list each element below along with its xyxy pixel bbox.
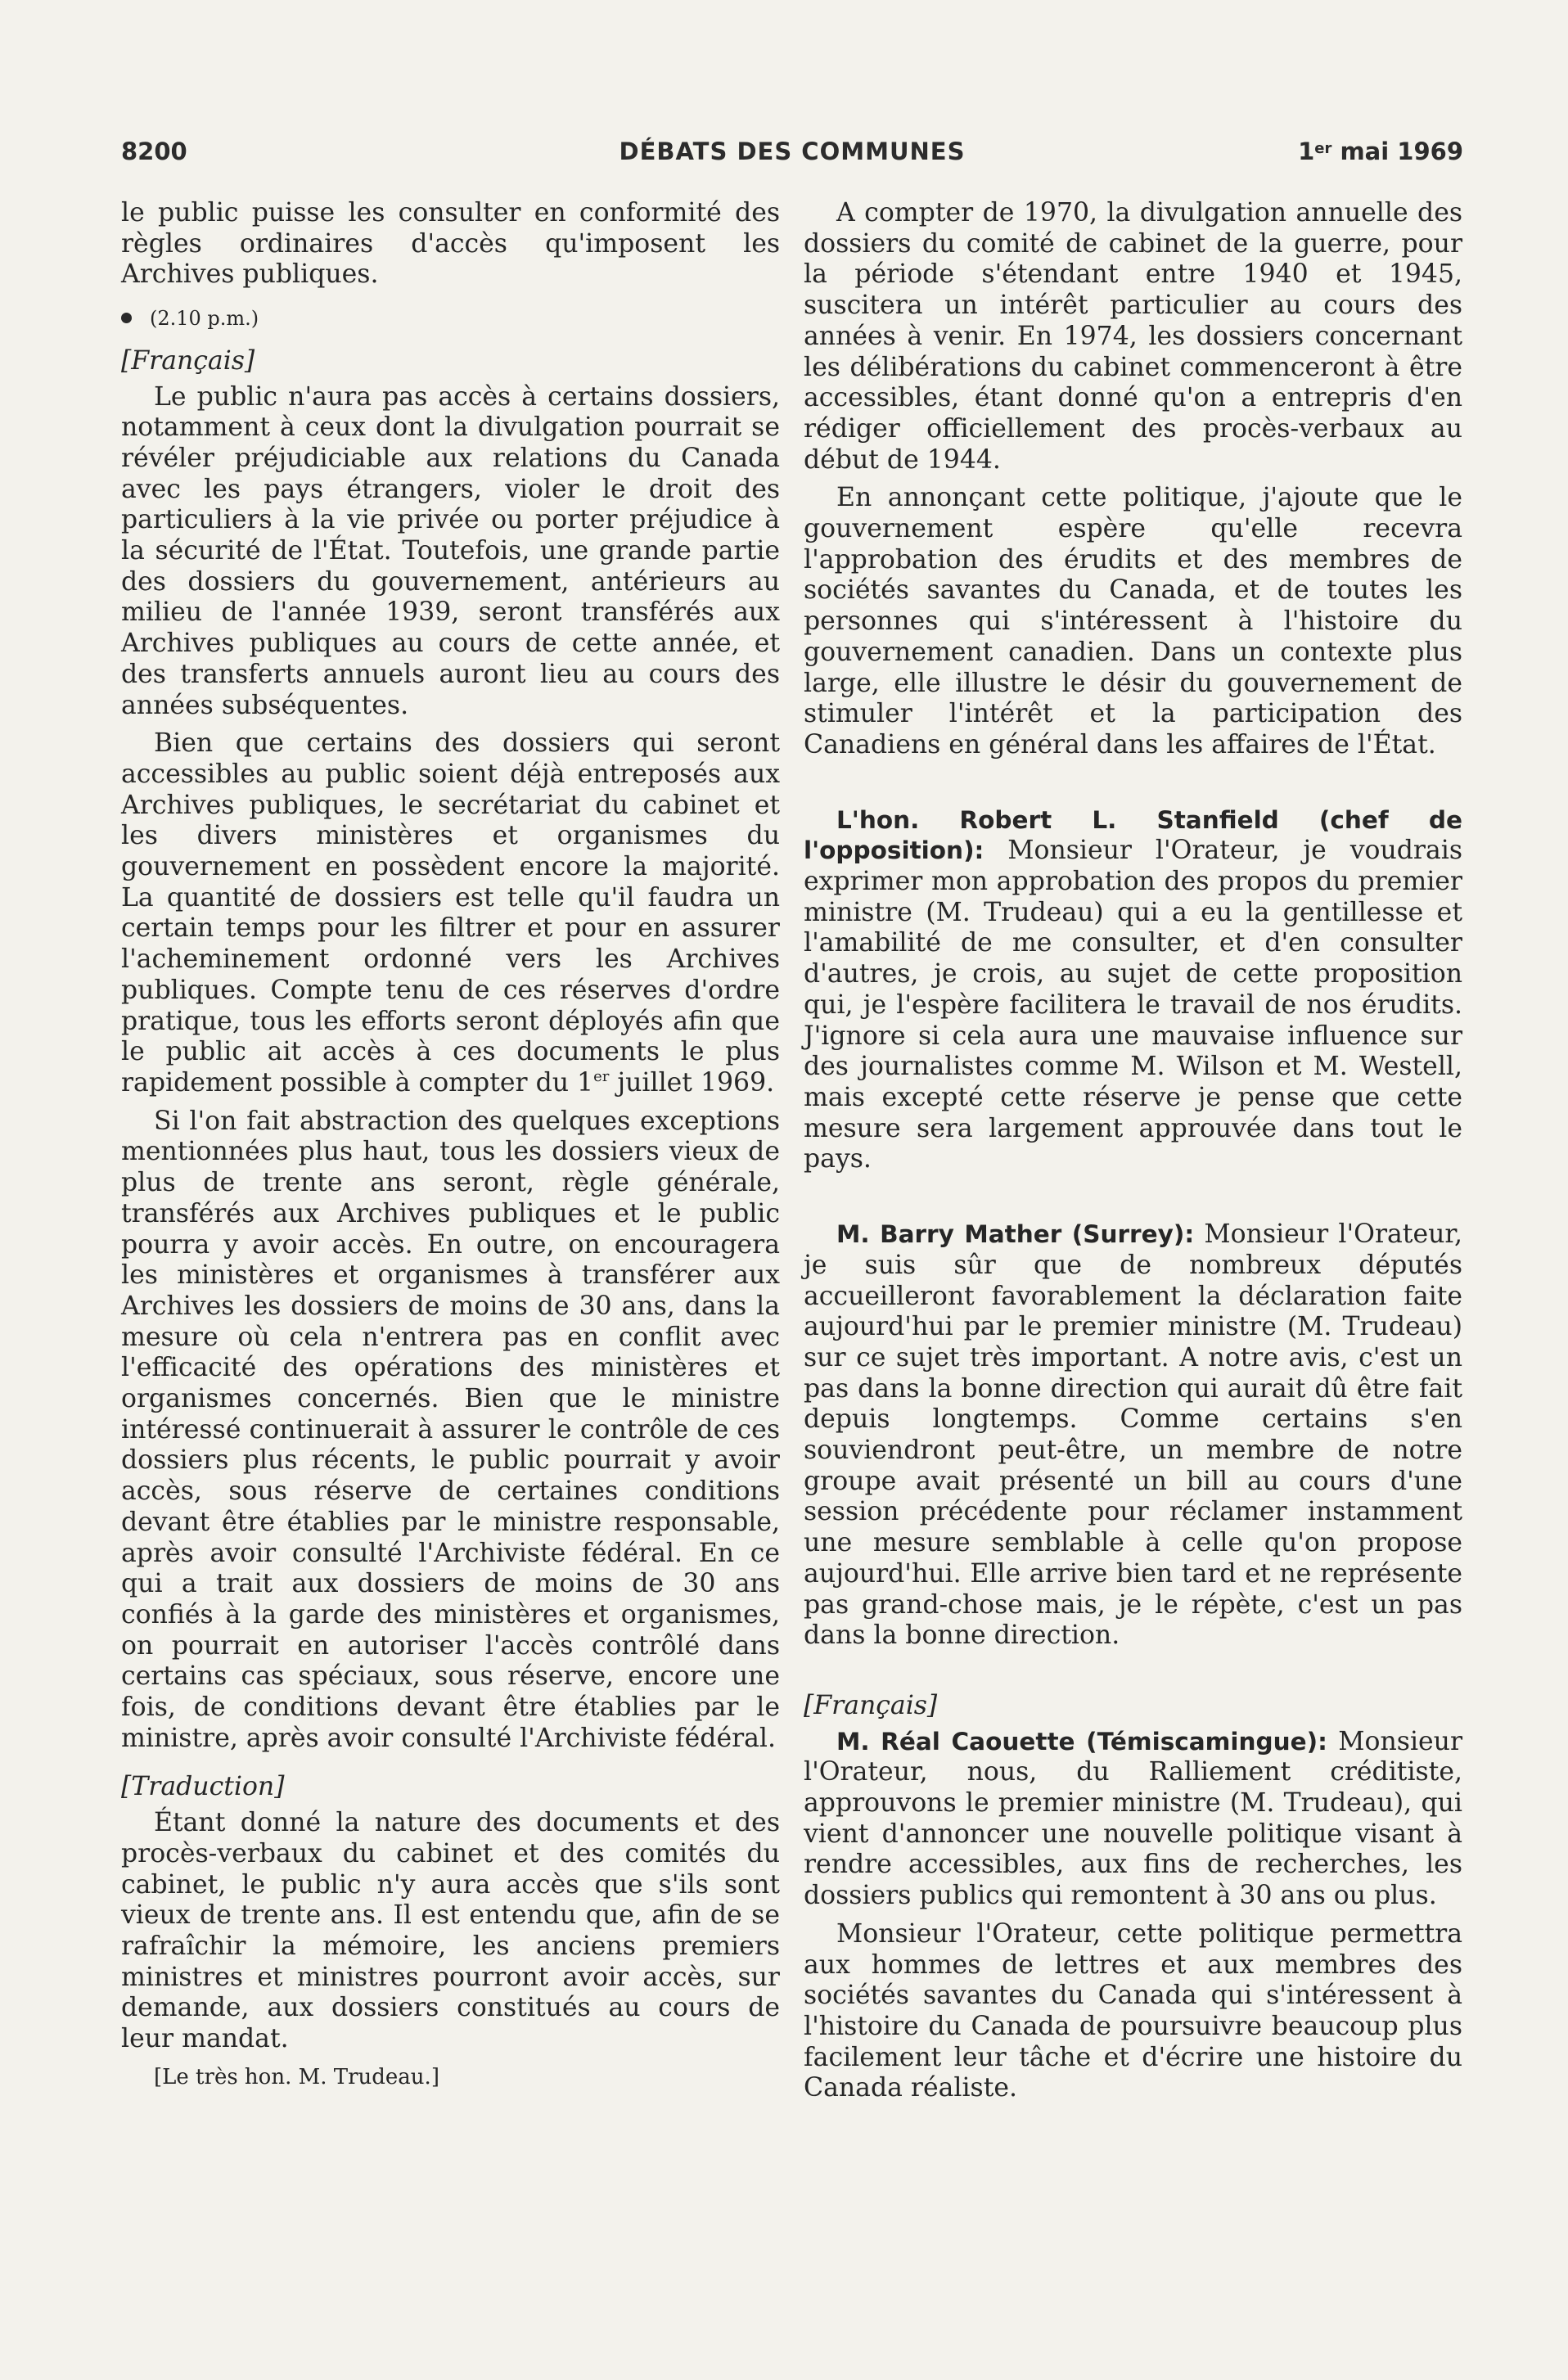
speech-text: Monsieur l'Orateur, je suis sûr que de nombreux députés accueilleront favorablement la déclaration faite aujourd'hui par le premier ministre (M. Trudeau) sur ce sujet très important. A notre avis, c'est un pas dans la bonne direction qui aurait dû être fait depuis longtemps. Comme certains s'en souviendront peut-être, un membre de notre groupe avait présenté un bill au cours d'une session précédente pour réclamer instamment une mesure semblable à celle qu'on propose aujourd'hui. Elle arrive bien tard et ne représente pas grand-chose mais, je le répète, c'est un pas dans la bonne direction. [804,1219,1463,1651]
speech-text: Monsieur l'Orateur, nous, du Ralliement créditiste, approuvons le premier ministre (M. Trudeau), qui vient d'annoncer une nouvelle politique visant à rendre accessibles, aux fins de recherches, les dossiers publics qui remontent à 30 ans ou plus. [804,1726,1462,1911]
time-stamp: (2.10 p.m.) [150,307,259,331]
paragraph: Si l'on fait abstraction des quelques exceptions mentionnées plus haut, tous les dossiers vieux de plus de trente ans seront, règle générale, transférés aux Archives publiques et le public pourra y avoir accès. En outre, on encouragera les ministères et organismes à transférer aux Archives les dossiers de moins de 30 ans, dans la mesure où cela n'entrera pas en conflit avec l'efficacité des opérations des ministères et organismes concernés. Bien que le ministre intéressé continuerait à assurer le contrôle de ces dossiers plus récents, le public pourrait y avoir accès, sous réserve de certaines conditions devant être établies par le ministre responsable, après avoir consulté l'Archiviste fédéral. En ce qui a trait aux dossiers de moins de 30 ans confiés à la garde des ministères et organismes, on pourrait en autoriser l'accès contrôlé dans certains cas spéciaux, sous réserve, encore une fois, de conditions devant être établies par le ministre, après avoir consulté l'Archiviste fédéral. [121,1106,780,1753]
publication-title: DÉBATS DES COMMUNES [619,137,966,165]
ordinal-suffix: er [593,1067,610,1085]
bullet-icon [121,313,132,323]
paragraph: En annonçant cette politique, j'ajoute que le gouvernement espère qu'elle recevra l'approbation des érudits et des membres de sociétés savantes du Canada, et de toutes les personnes qui s'intéressent à l'histoire du gouvernement canadien. Dans un contexte plus large, elle illustre le désir du gouvernement de stimuler l'intérêt et la participation des Canadiens en général dans les affaires de l'État. [804,483,1462,760]
paragraph [121,728,780,1098]
date-month-year: mai 1969 [1331,137,1463,165]
left-column [121,198,780,2100]
speaker-attribution: [Le très hon. M. Trudeau.] [154,2064,439,2089]
paragraph: Étant donné la nature des documents et des procès-verbaux du cabinet et des comités du cabinet, le public n'y aura accès que s'ils sont vieux de trente ans. Il est entendu que, afin de se rafraîchir la mémoire, les anciens premiers ministres et ministres pourront avoir accès, sur demande, aux dossiers constitués au cours de leur mandat. [121,1808,780,2054]
paragraph-text: Bien que certains des dossiers qui seront accessibles au public soient déjà entreposés aux Archives publiques, le secrétariat du cabinet et les divers ministères et organismes du gouvernement en possèdent encore la majorité. La quantité de dossiers est telle qu'il faudra un certain temps pour les filtrer et pour en assurer l'acheminement ordonné vers les Archives publiques. Compte tenu de ces réserves d'ordre pratique, tous les efforts seront déployés afin que le public ait accès à ces documents le plus rapidement possible à compter du 1 [121,728,780,1098]
language-tag: [Français] [121,345,255,376]
paragraph: A compter de 1970, la divulgation annuelle des dossiers du comité de cabinet de la guerre, pour la période s'étendant entre 1940 et 1945, suscitera un intérêt particulier au cours des années à venir. En 1974, les dossiers concernant les délibérations du cabinet commenceront à être accessibles, étant donné qu'on a entrepris d'en rédiger officiellement des procès-verbaux au début de 1944. [804,198,1462,475]
paragraph: Monsieur l'Orateur, cette politique permettra aux hommes de lettres et aux membres des sociétés savantes du Canada qui s'intéressent à l'histoire du Canada de poursuivre beaucoup plus facilement leur tâche et d'écrire une histoire du Canada réaliste. [804,1918,1462,2103]
paragraph: le public puisse les consulter en conformité des règles ordinaires d'accès qu'imposent les Archives publiques. [121,198,780,290]
page-date [1298,137,1463,165]
speaker-name: M. Barry Mather (Surrey): [836,1220,1195,1249]
date-day: 1 [1298,137,1315,165]
speech-mather [804,1219,1462,1652]
speech-caouette [804,1727,1462,1912]
paragraph-text-end: juillet 1969. [609,1067,775,1098]
speech-stanfield [804,805,1462,1175]
paragraph: Le public n'aura pas accès à certains dossiers, notamment à ceux dont la divulgation pourrait se révéler préjudiciable aux relations du Canada avec les pays étrangers, violer le droit des particuliers à la vie privée ou porter préjudice à la sécurité de l'État. Toutefois, une grande partie des dossiers du gouvernement, antérieurs au milieu de l'année 1939, seront transférés aux Archives publiques au cours de cette année, et des transferts annuels auront lieu au cours des années subséquentes. [121,381,780,720]
speaker-name: M. Réal Caouette (Témiscamingue): [836,1727,1327,1756]
language-tag: [Traduction] [121,1772,285,1802]
page-number: 8200 [121,137,187,165]
date-ordinal: er [1314,140,1332,157]
page-header [121,137,1463,170]
language-tag: [Français] [804,1690,938,1720]
speaker-name: L'hon. Robert L. Stanfield (chef de l'opposition): [804,805,1462,865]
right-column [804,198,1462,2112]
time-marker [121,304,780,335]
speech-text: Monsieur l'Orateur, je voudrais exprimer mon approbation des propos du premier ministre (M. Trudeau) qui a eu la gentillesse et l'amabilité de me consulter, et d'en consulter d'autres, je crois, au sujet de cette proposition qui, je l'espère facilitera le travail de nos érudits. J'ignore si cela aura une mauvaise influence sur des journalistes comme M. Wilson et M. Westell, mais excepté cette réserve je pense que cette mesure sera largement approuvée dans tout le pays. [804,836,1462,1174]
